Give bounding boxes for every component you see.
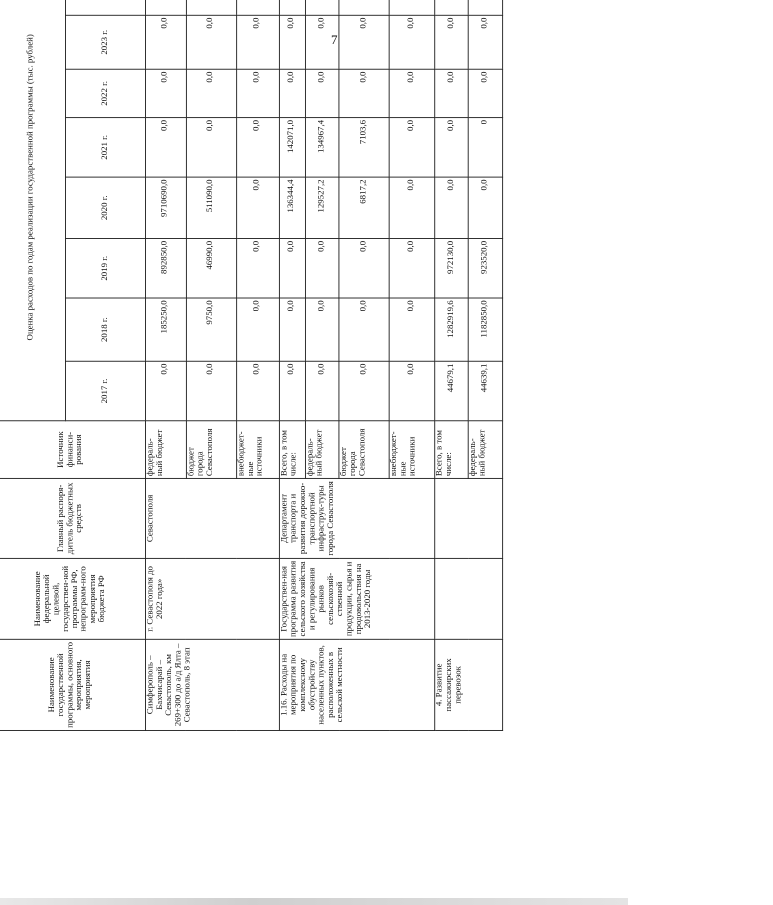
year-value-cell: 0,0 bbox=[389, 298, 434, 361]
header-federal-program: Наименование федеральной целевой, государствен-ной программы РФ, непрограмм-ного мероприятия бюджета РФ bbox=[0, 558, 145, 639]
year-value-cell: 0,0 bbox=[389, 15, 434, 69]
year-value-cell: 0,0 bbox=[305, 238, 339, 298]
rotated-table-container bbox=[0, 17, 773, 731]
year-value-cell: 0,0 bbox=[339, 238, 389, 298]
budget-manager-cell bbox=[435, 478, 503, 558]
funding-source-cell: внебюджет-ные источники bbox=[236, 421, 279, 479]
header-total bbox=[66, 0, 146, 15]
year-value-cell: 0,0 bbox=[389, 177, 434, 238]
year-value-cell: 136344,4 bbox=[279, 177, 305, 238]
year-value-cell: 0,0 bbox=[435, 69, 469, 117]
year-value-cell: 9750,0 bbox=[186, 298, 236, 361]
table-body bbox=[145, 0, 502, 730]
program-name-cell: 4. Развитие пассажирских перевозок bbox=[435, 639, 503, 730]
year-value-cell: 0,0 bbox=[469, 69, 503, 117]
year-value-cell: 44639,1 bbox=[469, 361, 503, 421]
header-funding-source: Источник финанси-рования bbox=[0, 421, 145, 479]
scan-edge bbox=[0, 898, 628, 905]
year-value-cell: 142071,0 bbox=[279, 118, 305, 178]
year-value-cell: 6817,2 bbox=[339, 177, 389, 238]
year-value-cell: 1182850,0 bbox=[469, 298, 503, 361]
year-value-cell: 0,0 bbox=[236, 69, 279, 117]
year-value-cell: 923520,0 bbox=[469, 238, 503, 298]
year-value-cell: 0,0 bbox=[469, 15, 503, 69]
year-value-cell: 44679,1 bbox=[435, 361, 469, 421]
year-value-cell: 0,0 bbox=[186, 15, 236, 69]
year-value-cell: 0,0 bbox=[305, 69, 339, 117]
total-value-cell bbox=[236, 0, 279, 15]
year-value-cell: 0,0 bbox=[145, 361, 186, 421]
year-value-cell: 0,0 bbox=[279, 238, 305, 298]
year-value-cell: 0,0 bbox=[305, 361, 339, 421]
program-name-cell: 1.16. Расходы на мероприятия по комплексному обустройству населенных пунктов, расположенных в сельской местности bbox=[279, 639, 434, 730]
table-row bbox=[145, 0, 186, 730]
funding-source-cell: внебюджет-ные источники bbox=[389, 421, 434, 479]
funding-source-cell: федераль-ный бюджет bbox=[305, 421, 339, 479]
funding-source-cell: бюджет города Севастополя bbox=[339, 421, 389, 479]
year-value-cell: 0,0 bbox=[389, 238, 434, 298]
year-value-cell: 7103,6 bbox=[339, 118, 389, 178]
year-value-cell: 0,0 bbox=[435, 118, 469, 178]
year-value-cell: 511090,0 bbox=[186, 177, 236, 238]
year-value-cell: 0,0 bbox=[279, 361, 305, 421]
federal-program-cell: г. Севастополя до 2022 года» bbox=[145, 558, 279, 639]
year-value-cell: 185250,0 bbox=[145, 298, 186, 361]
year-value-cell: 0,0 bbox=[339, 361, 389, 421]
header-year: 2020 г. bbox=[66, 177, 146, 238]
funding-source-cell: бюджет города Севастополя bbox=[186, 421, 236, 479]
year-value-cell: 0,0 bbox=[305, 15, 339, 69]
budget-manager-cell: Севастополя bbox=[145, 478, 279, 558]
year-value-cell: 0,0 bbox=[145, 69, 186, 117]
year-value-cell: 0,0 bbox=[236, 177, 279, 238]
header-year: 2017 г. bbox=[66, 361, 146, 421]
total-value-cell bbox=[305, 0, 339, 15]
year-value-cell: 0,0 bbox=[305, 298, 339, 361]
year-value-cell: 0,0 bbox=[186, 118, 236, 178]
program-name-cell: Симферополь – Бахчисарай – Севастополь, км 269+300 до а/д Ялта – Севастополь, 8 этап bbox=[145, 639, 279, 730]
year-value-cell: 892850,0 bbox=[145, 238, 186, 298]
year-value-cell: 0,0 bbox=[236, 238, 279, 298]
year-value-cell: 0,0 bbox=[279, 298, 305, 361]
year-value-cell: 0,0 bbox=[186, 361, 236, 421]
year-value-cell: 0,0 bbox=[339, 69, 389, 117]
total-value-cell bbox=[279, 0, 305, 15]
total-value-cell bbox=[389, 0, 434, 15]
table-row bbox=[435, 0, 469, 730]
year-value-cell: 129527,2 bbox=[305, 177, 339, 238]
year-value-cell: 0,0 bbox=[236, 15, 279, 69]
year-value-cell: 972130,0 bbox=[435, 238, 469, 298]
year-value-cell: 0,0 bbox=[469, 177, 503, 238]
header-year: 2021 г. bbox=[66, 118, 146, 178]
header-program-name: Наименование государственной программы, основного мероприятия, мероприятия bbox=[0, 639, 145, 730]
federal-program-cell: Государствен-ная программа развития сельского хозяйства и регулирования рынков сельскохозяй-ственной продукции, сырья и продовольствия на 2013-2020 годы bbox=[279, 558, 434, 639]
year-value-cell: 0,0 bbox=[435, 15, 469, 69]
year-value-cell: 0 bbox=[469, 118, 503, 178]
year-value-cell: 0,0 bbox=[236, 361, 279, 421]
year-value-cell: 0,0 bbox=[435, 177, 469, 238]
year-value-cell: 0,0 bbox=[389, 361, 434, 421]
federal-program-cell bbox=[435, 558, 503, 639]
funding-source-cell: федераль-ный бюджет bbox=[145, 421, 186, 479]
page-number: 7 bbox=[331, 32, 338, 47]
year-value-cell: 0,0 bbox=[186, 69, 236, 117]
total-value-cell bbox=[435, 0, 469, 15]
year-value-cell: 0,0 bbox=[279, 15, 305, 69]
table-row bbox=[279, 0, 305, 730]
year-value-cell: 0,0 bbox=[339, 298, 389, 361]
header-year: 2023 г. bbox=[66, 15, 146, 69]
total-value-cell bbox=[339, 0, 389, 15]
year-value-cell: 0,0 bbox=[145, 15, 186, 69]
funding-source-cell: Всего, в том числе: bbox=[435, 421, 469, 479]
header-year: 2019 г. bbox=[66, 238, 146, 298]
year-value-cell: 46990,0 bbox=[186, 238, 236, 298]
year-value-cell: 9710690,0 bbox=[145, 177, 186, 238]
year-value-cell: 0,0 bbox=[389, 69, 434, 117]
header-budget-manager: Главный распоря-дитель бюджетных средств bbox=[0, 478, 145, 558]
table-header bbox=[0, 0, 145, 730]
year-value-cell: 0,0 bbox=[279, 69, 305, 117]
total-value-cell bbox=[186, 0, 236, 15]
year-value-cell: 0,0 bbox=[236, 298, 279, 361]
year-value-cell: 0,0 bbox=[339, 15, 389, 69]
budget-manager-cell: Департамент транспорта и развития дорожно-транспортной инфраструк-туры города Севастополя bbox=[279, 478, 434, 558]
funding-source-cell: Всего, в том числе: bbox=[279, 421, 305, 479]
funding-source-cell: федераль-ный бюджет bbox=[469, 421, 503, 479]
year-value-cell: 0,0 bbox=[389, 118, 434, 178]
year-value-cell: 1282919,6 bbox=[435, 298, 469, 361]
header-year: 2022 г. bbox=[66, 69, 146, 117]
year-value-cell: 134967,4 bbox=[305, 118, 339, 178]
header-expense-estimate: Оценка расходов по годам реализации государственной программы (тыс. рублей) bbox=[0, 0, 66, 421]
year-value-cell: 0,0 bbox=[145, 118, 186, 178]
year-value-cell: 0,0 bbox=[236, 118, 279, 178]
total-value-cell bbox=[145, 0, 186, 15]
total-value-cell bbox=[469, 0, 503, 15]
header-year: 2018 г. bbox=[66, 298, 146, 361]
